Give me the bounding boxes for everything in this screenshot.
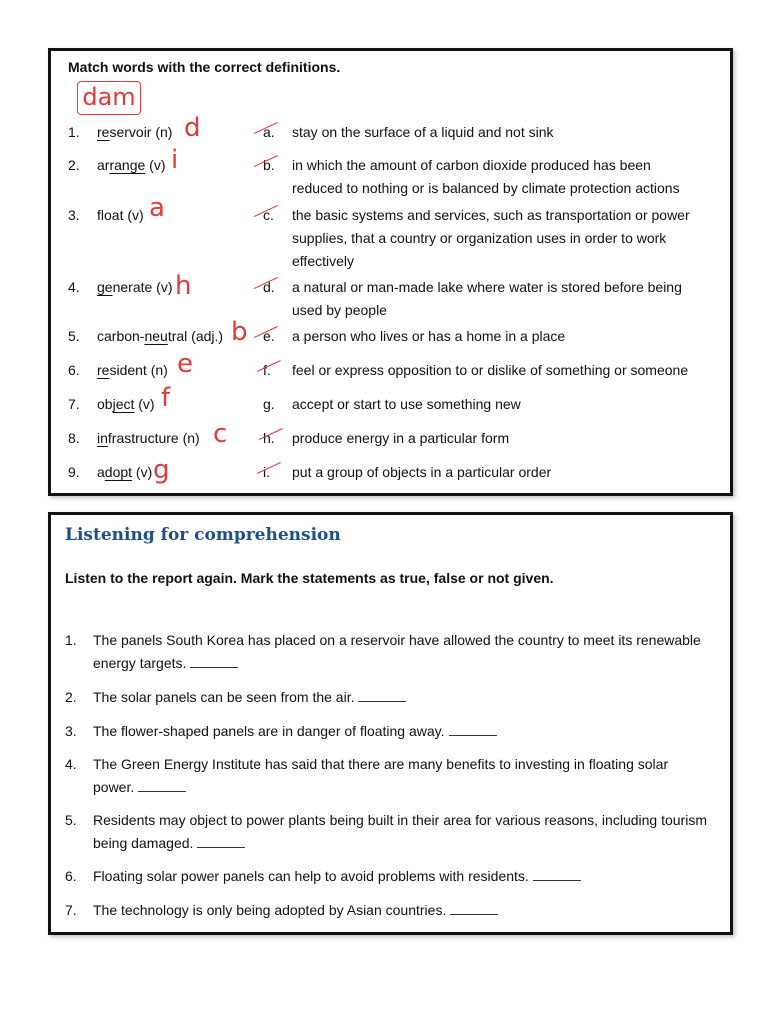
tick-mark — [257, 463, 281, 475]
statement-num-7: 7. — [65, 902, 77, 918]
handwritten-answer-4: h — [175, 271, 192, 301]
definition-g: accept or start to use something new — [292, 396, 521, 412]
word-5: carbon-neutral (adj.) — [97, 328, 224, 344]
word-num-6: 6. — [68, 362, 80, 378]
def-letter-d: d. — [263, 279, 275, 295]
statement-3: The flower-shaped panels are in danger of floating away. — [93, 720, 713, 743]
tick-mark — [254, 123, 278, 135]
answer-blank[interactable] — [533, 866, 581, 881]
def-letter-h: h. — [263, 430, 275, 446]
word-6: resident (n) — [97, 362, 168, 378]
definition-f: feel or express opposition to or dislike of something or someone — [292, 362, 689, 378]
tick-mark — [259, 429, 283, 441]
answer-blank[interactable] — [449, 721, 497, 736]
handwritten-answer-2: i — [171, 145, 179, 175]
word-num-2: 2. — [68, 157, 80, 173]
tick-mark — [254, 327, 278, 339]
word-num-8: 8. — [68, 430, 80, 446]
statement-1: The panels South Korea has placed on a reservoir have allowed the country to meet its renewable energy targets. — [93, 632, 701, 671]
word-8: infrastructure (n) — [97, 430, 200, 446]
def-letter-f: f. — [263, 362, 271, 378]
listening-box — [48, 512, 733, 935]
handwritten-answer-1: d — [184, 113, 201, 143]
word-2: arrange (v) — [97, 157, 166, 173]
statement-num-4: 4. — [65, 756, 77, 772]
def-letter-a: a. — [263, 124, 275, 140]
definition-a: stay on the surface of a liquid and not sink — [292, 124, 554, 140]
answer-blank[interactable] — [197, 833, 245, 848]
tick-mark — [254, 156, 278, 168]
handwritten-dam-text: dam — [82, 83, 136, 111]
handwritten-answer-5: b — [231, 317, 248, 347]
handwritten-answer-8: c — [213, 419, 228, 449]
def-letter-e: e. — [263, 328, 275, 344]
statement-num-6: 6. — [65, 868, 77, 884]
word-3: float (v) — [97, 207, 144, 223]
definition-e: a person who lives or has a home in a place — [292, 328, 566, 344]
matching-instruction: Match words with the correct definitions. — [68, 59, 341, 75]
definition-c: the basic systems and services, such as transportation or power supplies, that a country or organization uses in order to work effectively — [292, 207, 690, 269]
tick-mark — [257, 361, 269, 373]
definition-h: produce energy in a particular form — [292, 430, 510, 446]
def-letter-g: g. — [263, 396, 275, 412]
tick-mark — [254, 278, 278, 290]
word-num-7: 7. — [68, 396, 80, 412]
statement-5: Residents may object to power plants being built in their area for various reasons, including tourism being damaged. — [93, 812, 707, 851]
answer-blank[interactable] — [450, 900, 498, 915]
statement-2: The solar panels can be seen from the air. — [93, 686, 713, 709]
statement-6: Floating solar power panels can help to avoid problems with residents. — [93, 865, 713, 888]
handwritten-dam-box — [77, 81, 141, 115]
word-num-9: 9. — [68, 464, 80, 480]
definition-i: put a group of objects in a particular order — [292, 464, 552, 480]
section-heading: Listening for comprehension — [65, 525, 341, 545]
statement-num-1: 1. — [65, 632, 77, 648]
answer-blank[interactable] — [190, 653, 238, 668]
word-9: adopt (v) — [97, 464, 153, 480]
word-4: generate (v) — [97, 279, 173, 295]
handwritten-answer-6: e — [177, 349, 193, 379]
def-letter-i: i. — [263, 464, 270, 480]
tick-mark — [254, 206, 278, 218]
matching-exercise-box — [48, 48, 733, 496]
word-7: object (v) — [97, 396, 155, 412]
word-num-5: 5. — [68, 328, 80, 344]
handwritten-answer-7: f — [161, 383, 171, 413]
def-letter-b: b. — [263, 157, 275, 173]
word-num-4: 4. — [68, 279, 80, 295]
definition-d: a natural or man-made lake where water is stored before being used by people — [292, 279, 682, 318]
handwritten-answer-9: g — [153, 455, 170, 485]
word-row-1: 1. — [68, 124, 80, 140]
handwritten-answer-3: a — [149, 193, 165, 223]
listening-instruction: Listen to the report again. Mark the statements as true, false or not given. — [65, 570, 554, 586]
answer-blank[interactable] — [138, 777, 186, 792]
statement-num-3: 3. — [65, 723, 77, 739]
word-1: reservoir (n) — [97, 124, 173, 140]
statement-num-2: 2. — [65, 689, 77, 705]
answer-blank[interactable] — [358, 687, 406, 702]
statement-num-5: 5. — [65, 812, 77, 828]
statement-7: The technology is only being adopted by Asian countries. — [93, 899, 713, 922]
definition-b: in which the amount of carbon dioxide produced has been reduced to nothing or is balanced by climate protection actions — [292, 157, 680, 196]
def-letter-c: c. — [263, 207, 274, 223]
word-num-3: 3. — [68, 207, 80, 223]
statement-4: The Green Energy Institute has said that there are many benefits to investing in floating solar power. — [93, 756, 669, 795]
